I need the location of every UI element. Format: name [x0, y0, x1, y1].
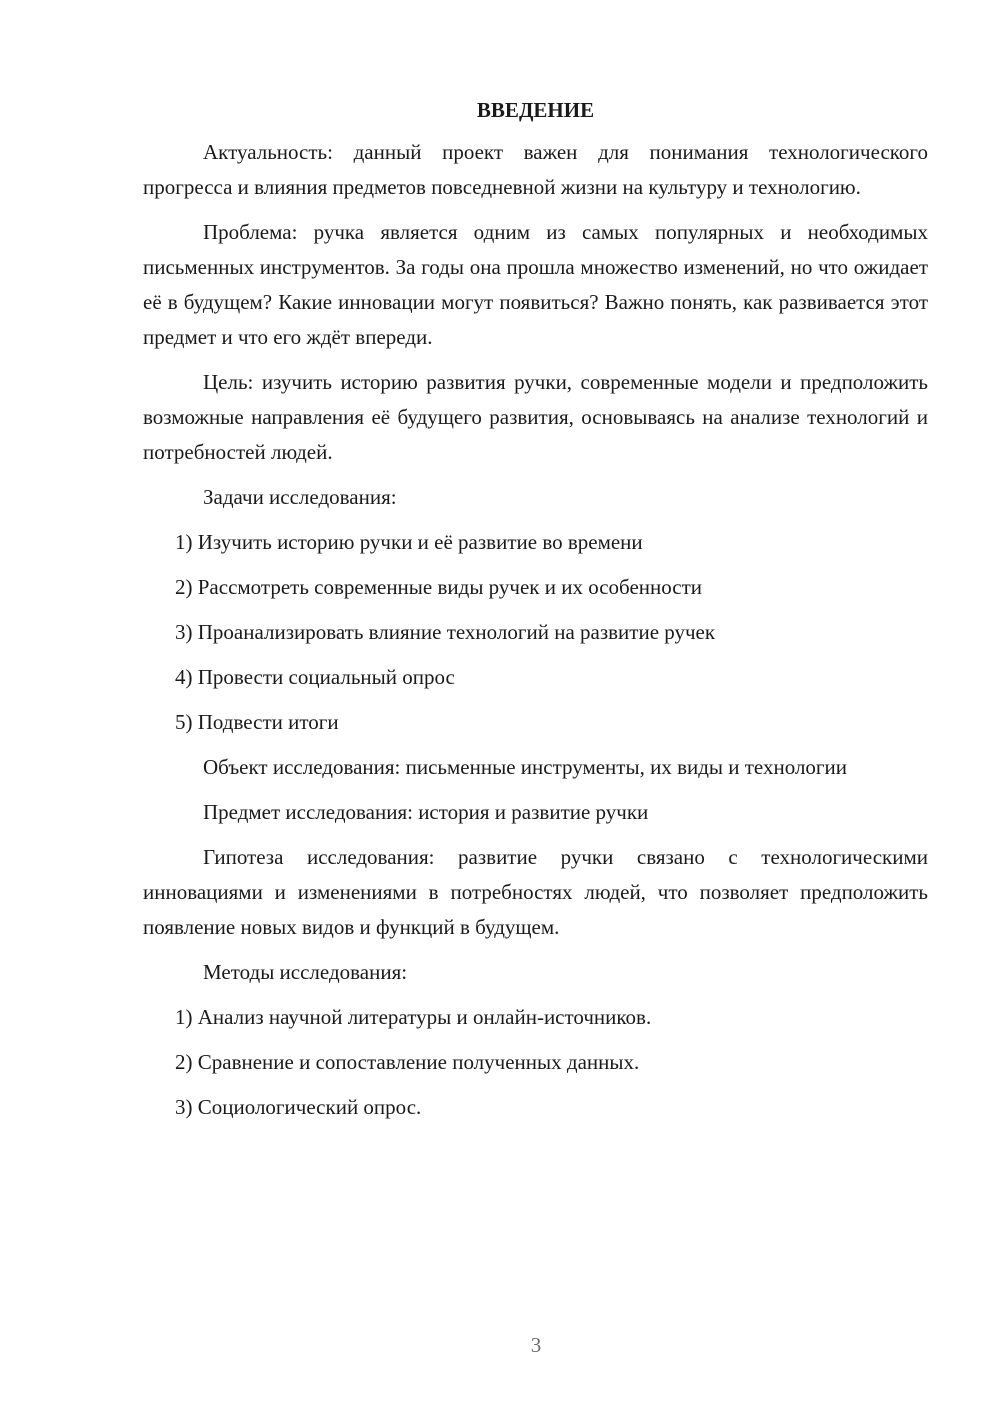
- method-item: 1) Анализ научной литературы и онлайн-источников.: [175, 1005, 652, 1029]
- paragraph-goal: Цель: изучить историю развития ручки, современные модели и предположить возможные направления её будущего развития, основываясь на анализе технологий и потребностей людей.: [143, 370, 928, 464]
- task-item: 5) Подвести итоги: [175, 710, 339, 734]
- paragraph-subject: Предмет исследования: история и развитие ручки: [203, 800, 649, 824]
- task-item: 1) Изучить историю ручки и её развитие во времени: [175, 530, 643, 554]
- methods-heading: Методы исследования:: [203, 960, 408, 984]
- task-item: 3) Проанализировать влияние технологий на развитие ручек: [175, 620, 716, 644]
- paragraph-hypothesis: Гипотеза исследования: развитие ручки связано с технологическими инновациями и изменениями в потребностях людей, что позволяет предположить появление новых видов и функций в будущем.: [143, 845, 928, 939]
- task-item: 2) Рассмотреть современные виды ручек и их особенности: [175, 575, 703, 599]
- page-number: 3: [530, 1333, 542, 1357]
- method-item: 3) Социологический опрос.: [175, 1095, 422, 1119]
- paragraph-relevance: Актуальность: данный проект важен для понимания технологического прогресса и влияния предметов повседневной жизни на культуру и технологию.: [143, 140, 928, 199]
- paragraph-object: Объект исследования: письменные инструменты, их виды и технологии: [203, 755, 848, 779]
- page-content: [143, 95, 928, 1135]
- tasks-heading: Задачи исследования:: [203, 485, 397, 509]
- paragraph-problem: Проблема: ручка является одним из самых популярных и необходимых письменных инструментов. За годы она прошла множество изменений, но что ожидает её в будущем? Какие инновации могут появиться? Важно понять, как развивается этот предмет и что его ждёт впереди.: [143, 220, 928, 349]
- method-item: 2) Сравнение и сопоставление полученных данных.: [175, 1050, 640, 1074]
- section-title: ВВЕДЕНИЕ: [476, 98, 595, 122]
- task-item: 4) Провести социальный опрос: [175, 665, 455, 689]
